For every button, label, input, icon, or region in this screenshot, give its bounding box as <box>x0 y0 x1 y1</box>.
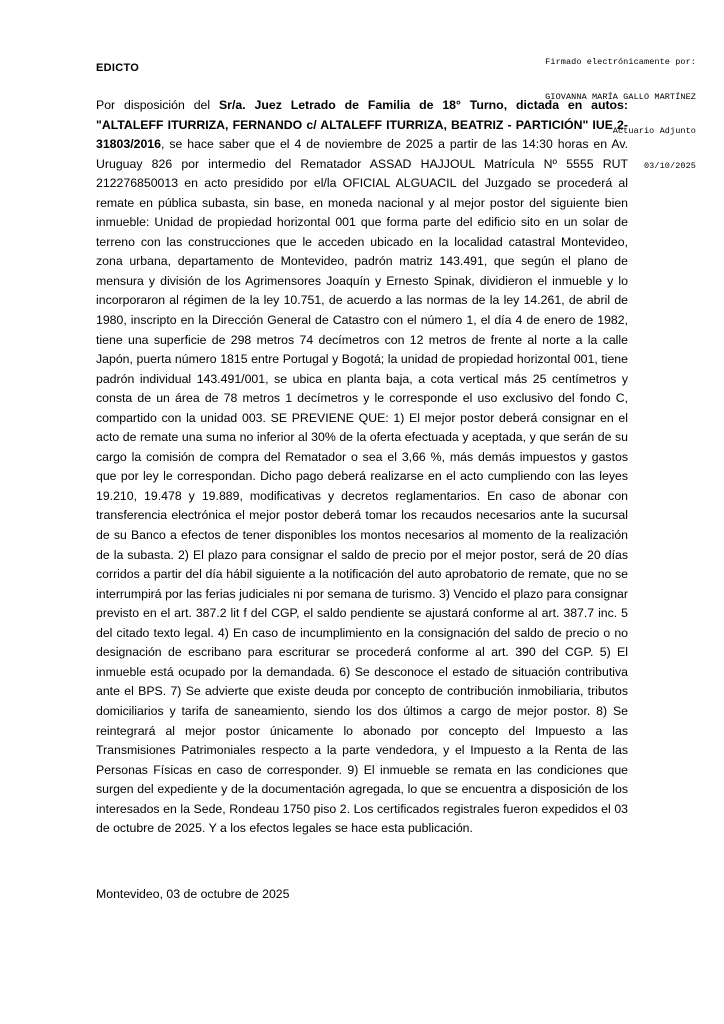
body-intro-bold: Sr/a. Juez Letrado de Familia de 18° Turno, dictada en autos: "ALTALEFF ITURRIZA, FERNANDO c/ ALTALEFF ITURRIZA, BEATRIZ - PARTICIÓN" IUE 2-31803/2016 <box>96 98 628 152</box>
page-title: EDICTO <box>96 62 140 74</box>
signature-line-4: 03/10/2025 <box>643 160 696 171</box>
signature-line-3: Actuario Adjunto <box>612 126 696 136</box>
body-intro-plain: Por disposición del <box>96 98 219 112</box>
signature-line-1: Firmado electrónicamente por: <box>545 57 696 67</box>
document-closing: Montevideo, 03 de octubre de 2025 <box>96 887 290 901</box>
body-rest: , se hace saber que el 4 de noviembre de 2025 a partir de las 14:30 horas en Av. Uruguay 826 por intermedio del Rematador ASSAD HAJJOUL Matrícula Nº 5555 RUT 212276850013 en acto presidido por el/la OFICIAL ALGUACIL del Juzgado se procederá al remate en pública subasta, sin base, en moneda nacional y al mejor postor del siguiente bien inmueble: Unidad de propiedad horizontal 001 que forma parte del edificio sito en un solar de terreno con las construcciones que le acceden ubicado en la localidad catastral Montevideo, zona urbana, departamento de Montevideo, padrón matriz 143.491, que según el plano de mensura y división de los Agrimensores Joaquín y Ernesto Spinak, dividieron el inmueble y lo incorporaron al régimen de la ley 10.751, de acuerdo a las normas de la ley 14.261, de abril de 1980, inscripto en la Dirección General de Catastro con el número 1, el día 4 de enero de 1982, tiene una superficie de 298 metros 74 decímetros con 12 metros de frente al norte a la calle Japón, puerta número 1815 entre Portugal y Bogotá; la unidad de propiedad horizontal 001, tiene padrón individual 143.491/001, se ubica en planta baja, a cota vertical más 25 centímetros y consta de un área de 78 metros 1 decímetros y le corresponde el uso exclusivo del fondo C, compartido con la unidad 003. SE PREVIENE QUE: 1) El mejor postor deberá consignar en el acto de remate una suma no inferior al 30% de la oferta efectuada y aceptada, y que serán de su cargo la comisión de compra del Rematador o sea el 3,66 %, más demás impuestos y gastos que por ley le correspondan. Dicho pago deberá realizarse en el acto cumpliendo con las leyes 19.210, 19.478 y 19.889, modificativas y decretos reglamentarios. En caso de abonar con transferencia electrónica el mejor postor deberá tomar los recaudos necesarios ante la sucursal de su Banco a efectos de tener disponibles los montos necesarios al momento de la realización de la subasta. 2) El plazo para consignar el saldo de precio por el mejor postor, será de 20 días corridos a partir del día hábil siguiente a la notificación del auto aprobatorio de remate, que no se interrumpirá por las ferias judiciales ni por semana de turismo. 3) Vencido el plazo para consignar previsto en el art. 387.2 lit f del CGP, el saldo pendiente se ajustará conforme al art. 387.7 inc. 5 del citado texto legal. 4) En caso de incumplimiento en la consignación del saldo de precio o no designación de escribano para escriturar se procederá conforme al art. 390 del CGP. 5) El inmueble está ocupado por la demandada. 6) Se desconoce el estado de situación contributiva ante el BPS. 7) Se advierte que existe deuda por concepto de contribución inmobiliaria, tributos domiciliarios y tarifa de saneamiento, siendo los dos últimos a cargo de mejor postor. 8) Se reintegrará al mejor postor únicamente lo abonado por concepto del Impuesto a las Transmisiones Patrimoniales respecto a la parte vendedora, y el Impuesto a la Renta de las Personas Físicas en caso de corresponder. 9) El inmueble se remata en las condiciones que surgen del expediente y de la documentación agregada, lo que se encuentra a disposición de los interesados en la Sede, Rondeau 1750 piso 2. Los certificados registrales fueron expedidos el 03 de octubre de 2025. Y a los efectos legales se hace esta publicación. <box>96 137 628 836</box>
signature-line-2: GIOVANNA MARÍA GALLO MARTÍNEZ <box>545 91 696 102</box>
document-body <box>96 96 628 839</box>
